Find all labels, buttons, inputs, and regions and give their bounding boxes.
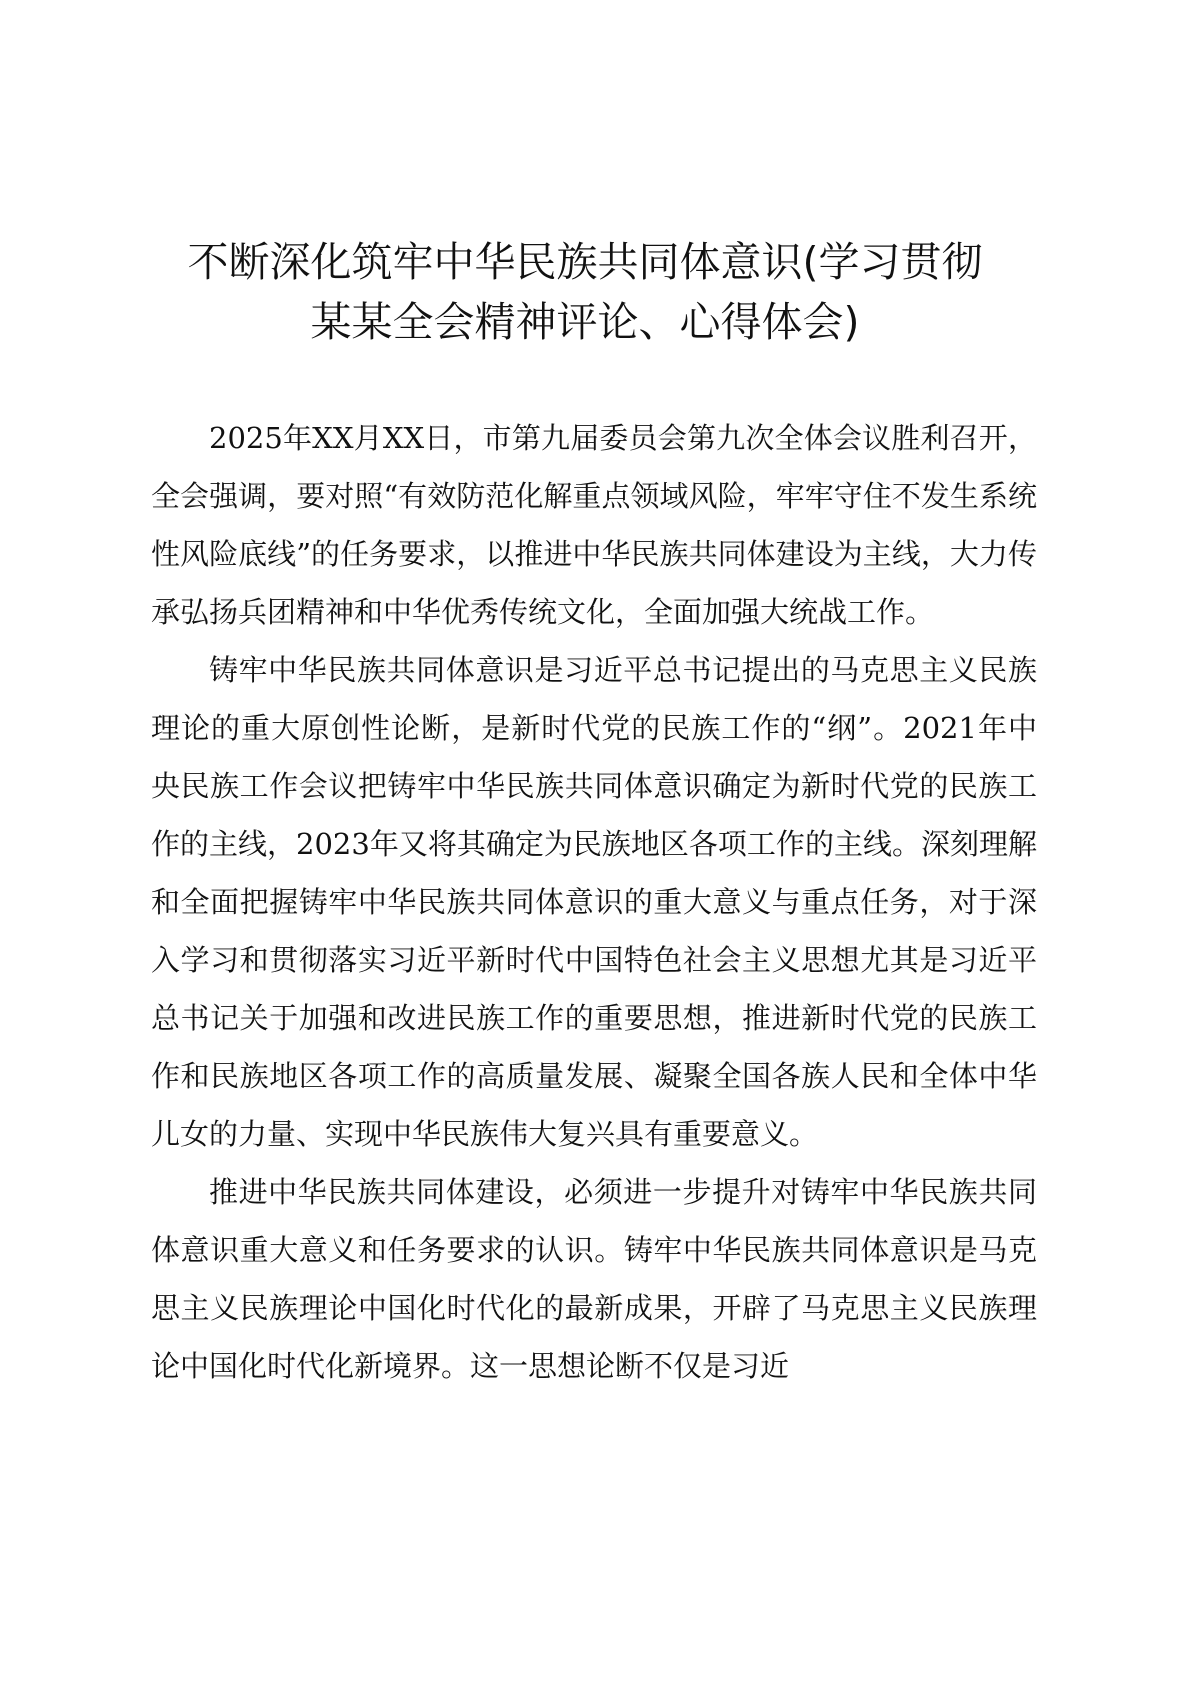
paragraph-1: 2025年XX月XX日，市第九届委员会第九次全体会议胜利召开，全会强调，要对照“有效防范化解重点领域风险，牢牢守住不发生系统性风险底线”的任务要求，以推进中华民族共同体建设为主线，大力传承弘扬兵团精神和中华优秀传统文化，全面加强大统战工作。: [151, 421, 1037, 629]
title-line-1: 不断深化筑牢中华民族共同体意识(学习贯彻: [187, 238, 983, 286]
paragraph-2: 铸牢中华民族共同体意识是习近平总书记提出的马克思主义民族理论的重大原创性论断，是新时代党的民族工作的“纲”。2021年中央民族工作会议把铸牢中华民族共同体意识确定为新时代党的民族工作的主线，2023年又将其确定为民族地区各项工作的主线。深刻理解和全面把握铸牢中华民族共同体意识的重大意义与重点任务，对于深入学习和贯彻落实习近平新时代中国特色社会主义思想尤其是习近平总书记关于加强和改进民族工作的重要思想，推进新时代党的民族工作和民族地区各项工作的高质量发展、凝聚全国各族人民和全体中华儿女的力量、实现中华民族伟大复兴具有重要意义。: [151, 653, 1037, 1151]
document-body: [151, 409, 1037, 1395]
paragraph-3: 推进中华民族共同体建设，必须进一步提升对铸牢中华民族共同体意识重大意义和任务要求的认识。铸牢中华民族共同体意识是马克思主义民族理论中国化时代化的最新成果，开辟了马克思主义民族理论中国化时代化新境界。这一思想论断不仅是习近: [151, 1175, 1037, 1383]
document-title: [150, 232, 1020, 352]
title-line-2: 某某全会精神评论、心得体会): [310, 298, 860, 346]
